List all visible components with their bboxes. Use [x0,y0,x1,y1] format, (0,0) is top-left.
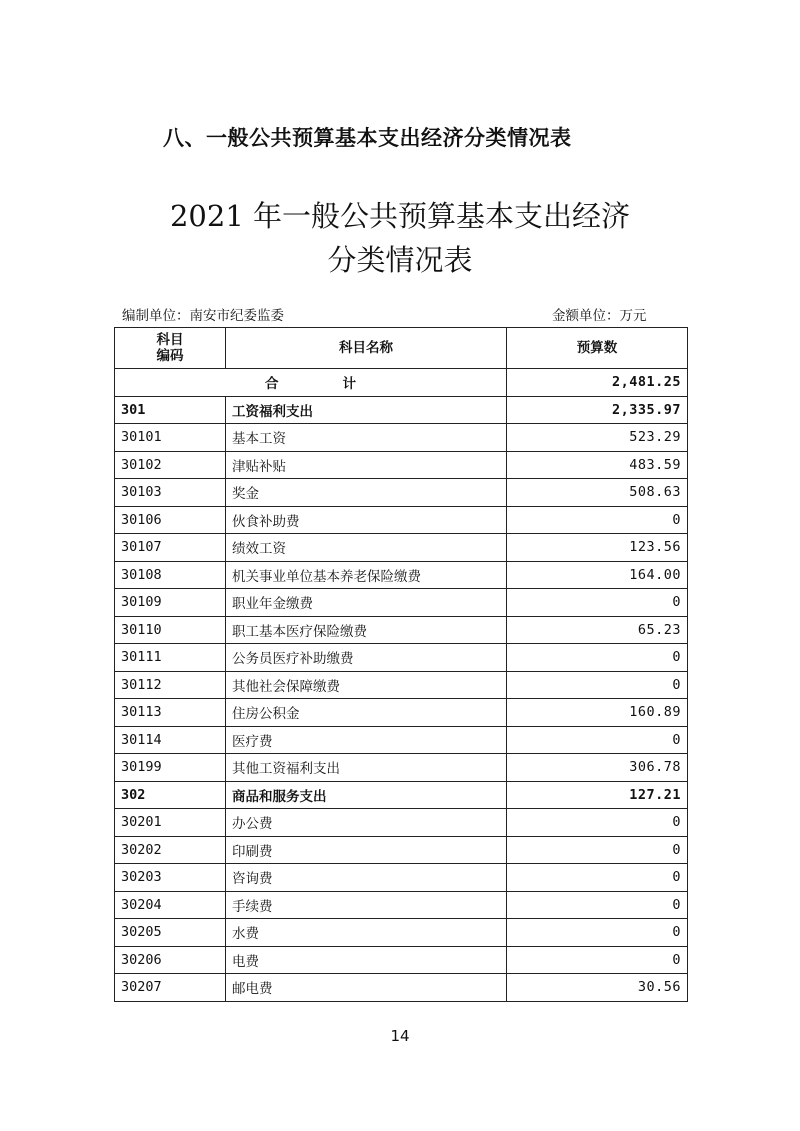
row-amount: 483.59 [507,451,688,479]
row-code: 301 [115,396,226,424]
row-name: 手续费 [226,891,507,919]
row-amount: 0 [507,506,688,534]
row-name: 水费 [226,919,507,947]
row-amount: 0 [507,836,688,864]
row-code: 30110 [115,616,226,644]
row-code: 30204 [115,891,226,919]
row-name: 医疗费 [226,726,507,754]
row-code: 30205 [115,919,226,947]
row-amount: 30.56 [507,974,688,1002]
row-amount: 0 [507,644,688,672]
row-code: 30107 [115,534,226,562]
table-row [115,424,688,452]
table-row [115,589,688,617]
row-code: 30114 [115,726,226,754]
table-row [115,396,688,424]
total-label [115,369,507,397]
row-name: 咨询费 [226,864,507,892]
row-amount: 0 [507,589,688,617]
total-amount: 2,481.25 [507,369,688,397]
row-name: 机关事业单位基本养老保险缴费 [226,561,507,589]
document-title-line-2: 分类情况表 [327,243,473,277]
row-amount: 306.78 [507,754,688,782]
row-code: 30206 [115,946,226,974]
row-code: 30103 [115,479,226,507]
row-name: 邮电费 [226,974,507,1002]
row-name: 绩效工资 [226,534,507,562]
row-amount: 127.21 [507,781,688,809]
row-name: 伙食补助费 [226,506,507,534]
table-row [115,616,688,644]
row-name: 办公费 [226,809,507,837]
row-amount: 523.29 [507,424,688,452]
row-code: 30112 [115,671,226,699]
row-name: 津贴补贴 [226,451,507,479]
row-code: 30108 [115,561,226,589]
document-title-line-1: 2021 年一般公共预算基本支出经济 [169,199,631,233]
table-header-row [115,328,688,369]
row-amount: 0 [507,864,688,892]
row-code: 30101 [115,424,226,452]
table-row [115,781,688,809]
row-amount: 65.23 [507,616,688,644]
header-amount: 预算数 [507,328,688,369]
row-name: 公务员医疗补助缴费 [226,644,507,672]
row-amount: 0 [507,946,688,974]
table-row [115,699,688,727]
row-amount: 2,335.97 [507,396,688,424]
header-code-line-2: 编码 [156,348,184,364]
row-code: 30113 [115,699,226,727]
compiling-unit: 编制单位：南安市纪委监委 [122,308,284,324]
row-amount: 508.63 [507,479,688,507]
amount-unit: 金额单位：万元 [552,308,647,324]
total-label-a: 合 [265,376,279,393]
section-heading: 八、一般公共预算基本支出经济分类情况表 [163,126,572,150]
row-amount: 160.89 [507,699,688,727]
row-code: 30201 [115,809,226,837]
table-row [115,809,688,837]
row-amount: 164.00 [507,561,688,589]
table-row [115,671,688,699]
table-row [115,479,688,507]
row-name: 职业年金缴费 [226,589,507,617]
header-code-line-1: 科目 [156,332,184,348]
header-name: 科目名称 [226,328,507,369]
row-name: 住房公积金 [226,699,507,727]
table-row [115,919,688,947]
table-row [115,451,688,479]
page-number: 14 [390,1027,410,1045]
table-row [115,836,688,864]
row-amount: 0 [507,891,688,919]
total-row [115,369,688,397]
row-amount: 0 [507,726,688,754]
row-code: 30102 [115,451,226,479]
row-code: 30203 [115,864,226,892]
row-amount: 0 [507,809,688,837]
row-name: 电费 [226,946,507,974]
row-code: 30111 [115,644,226,672]
header-code [115,328,226,369]
table-row [115,726,688,754]
row-amount: 123.56 [507,534,688,562]
table-row [115,506,688,534]
row-name: 其他社会保障缴费 [226,671,507,699]
row-name: 印刷费 [226,836,507,864]
row-code: 30106 [115,506,226,534]
table-row [115,946,688,974]
table-row [115,891,688,919]
table-row [115,754,688,782]
table-row [115,644,688,672]
row-name: 奖金 [226,479,507,507]
table-row [115,534,688,562]
row-code: 302 [115,781,226,809]
row-code: 30109 [115,589,226,617]
row-amount: 0 [507,671,688,699]
table-row [115,864,688,892]
row-code: 30199 [115,754,226,782]
row-amount: 0 [507,919,688,947]
row-name: 职工基本医疗保险缴费 [226,616,507,644]
total-label-b: 计 [342,376,356,393]
budget-table [114,327,688,1002]
table-row [115,561,688,589]
row-name: 其他工资福利支出 [226,754,507,782]
table-row [115,974,688,1002]
row-name: 商品和服务支出 [226,781,507,809]
row-code: 30207 [115,974,226,1002]
row-name: 工资福利支出 [226,396,507,424]
row-name: 基本工资 [226,424,507,452]
row-code: 30202 [115,836,226,864]
